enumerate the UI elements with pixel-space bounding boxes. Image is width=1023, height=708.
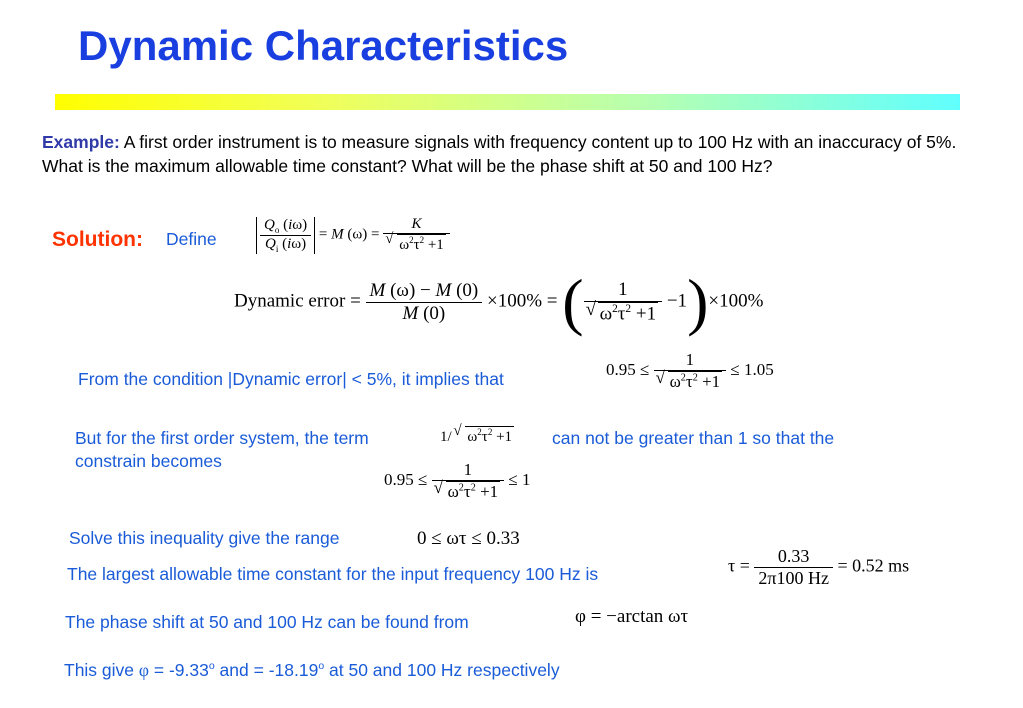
first-order-text-c: constrain becomes: [75, 451, 222, 471]
title-underline-gradient: [55, 94, 960, 110]
phase-text: The phase shift at 50 and 100 Hz can be found from: [65, 612, 469, 632]
result-text: This give $\varphi = -9.33^o$ and = $-18.19^o$ at 50 and 100 Hz respectively: [64, 660, 560, 680]
transfer-magnitude: $\frac{Q_o (i\omega)}{Q_i (i\omega)}$: [256, 217, 315, 254]
condition-text: From the condition |Dynamic error| < 5%, it implies that: [78, 369, 504, 389]
solve-text: Solve this inequality give the range: [69, 528, 340, 548]
constraint-inequality: 0.95 ≤ 1 √ $\omega^2\tau^2 +1$ ≤ 1: [384, 460, 531, 502]
example-label: Example:: [42, 132, 120, 152]
first-order-text-a: But for the first order system, the term: [75, 428, 369, 448]
gain-symbol: K: [411, 216, 422, 232]
example-paragraph: [42, 130, 962, 178]
largest-text: The largest allowable time constant for the input frequency 100 Hz is: [67, 564, 599, 584]
example-text: A first order instrument is to measure signals with frequency content up to 100 Hz with an inaccuracy of 5%. What is the maximum allowable time constant? What will be the phase shift at 50 and 100 Hz?: [42, 132, 957, 176]
dynamic-error-label: Dynamic error: [234, 290, 346, 312]
solution-label: Solution:: [52, 228, 143, 251]
first-order-text-b: can not be greater than 1 so that the: [552, 428, 835, 448]
phase-equation: φ = −arctan ωτ: [575, 606, 689, 627]
dynamic-error-equation: Dynamic error = $\frac{M (\omega) - M (0)}{M (0)}$ ×100% = ( 1 √ $\omega^2\tau^2 +1$ −1)×100%: [234, 272, 763, 332]
define-label: Define: [166, 229, 217, 249]
phi-symbol: φ: [138, 660, 149, 680]
range-inequality: 0 ≤ ωτ ≤ 0.33: [417, 528, 520, 549]
define-equation: $\frac{Q_o (i\omega)}{Q_i (i\omega)}$ = M (ω) = K √ $\omega^2\tau^2 +1$: [256, 216, 450, 254]
term-expression: 1/ √ $\omega^2\tau^2 +1$: [440, 426, 514, 446]
condition-inequality: 0.95 ≤ 1 √ $\omega^2\tau^2 +1$ ≤ 1.05: [606, 350, 774, 392]
page-title: Dynamic Characteristics: [78, 22, 569, 69]
time-constant-equation: τ = $\frac{0.33}{2\pi 100 Hz}$ = 0.52 ms: [728, 546, 910, 588]
